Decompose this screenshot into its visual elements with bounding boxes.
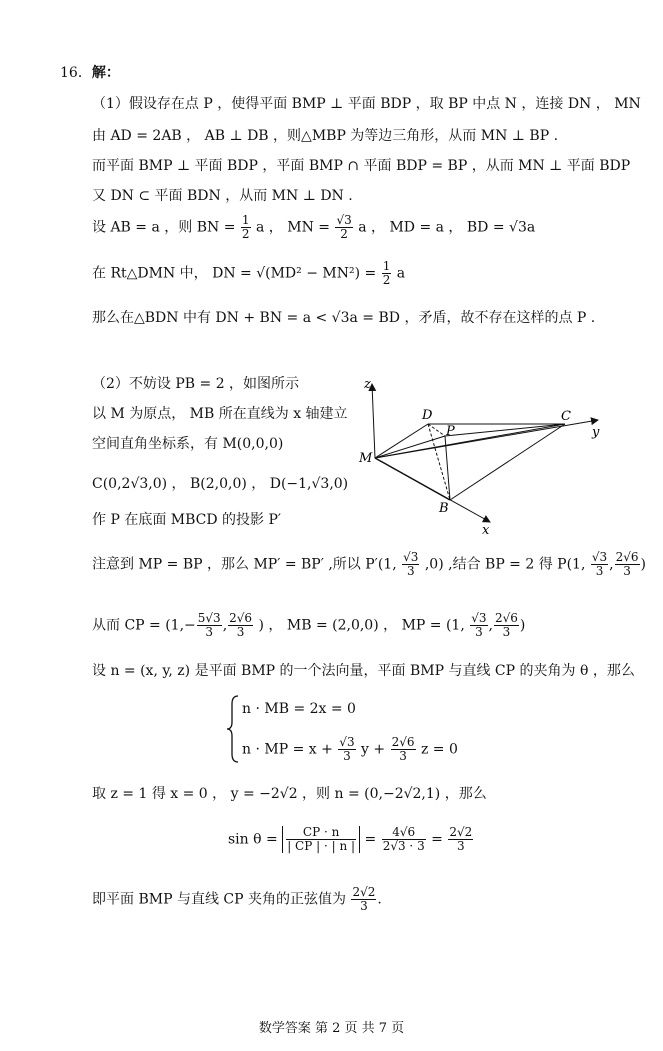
fraction-den: 3	[456, 839, 465, 854]
part1-line2: 由 AD = 2AB ， AB ⊥ DB ，则△MBP 为等边三角形，从而 MN ⊥ BP .	[92, 128, 559, 144]
edge-pc	[445, 424, 565, 436]
part1-line5-c: a ， MD = a ， BD = √3a	[358, 219, 536, 236]
fraction-2root6-over-3	[228, 612, 253, 639]
coordinate-figure	[350, 370, 610, 535]
fraction-num: 2√2	[449, 825, 473, 839]
part2-line4: C(0,2√3,0) ， B(2,0,0) ， D(−1,√3,0)	[92, 476, 349, 492]
part2-line7-a: 从而 CP = (1,−	[92, 617, 196, 634]
fraction-num: √3	[336, 213, 352, 227]
fraction-den: 3	[399, 749, 407, 764]
fraction-root3-over-3	[470, 612, 487, 639]
equation-2-b: y +	[361, 741, 386, 758]
part2-line5: 作 P 在底面 MBCD 的投影 P′	[92, 512, 282, 528]
equation-2-a: n · MP = x +	[242, 741, 333, 758]
fraction-num: 4√6	[382, 826, 426, 840]
fraction-num: 5√3	[197, 611, 221, 625]
z-axis	[372, 384, 375, 458]
fraction-root3-over-3	[402, 551, 419, 578]
label-b: B	[439, 501, 449, 516]
fraction-den: 3	[236, 625, 245, 640]
final-answer-text: 即平面 BMP 与直线 CP 夹角的正弦值为	[92, 891, 346, 908]
fraction-2root6-over-3	[494, 612, 519, 639]
label-d: D	[422, 408, 433, 423]
part2-line1: （2）不妨设 PB = 2 ，如图所示	[92, 376, 300, 392]
part1-line3: 而平面 BMP ⊥ 平面 BDP ，平面 BMP ∩ 平面 BDP = BP ，从而 MN ⊥ 平面 BDP	[92, 158, 631, 174]
equation-2	[242, 736, 458, 763]
fraction-den: 3	[360, 899, 368, 914]
page-footer: 数学答案 第 2 页 共 7 页	[258, 1021, 405, 1036]
fraction-den: 3	[475, 625, 483, 640]
part2-line6-b: ,0) ,结合 BP = 2 得 P(1,	[424, 556, 586, 573]
part2-line6: 注意到 MP = BP ，那么 MP′ = BP′ ,所以 P′(1, $\frac{√3}{3}$ ,0) ,结合 BP = 2 得 P(1, $\frac{√3}{3}$ , $\frac{2√6}{3}$ )	[92, 550, 646, 579]
fraction-den: 2√3 · 3	[382, 839, 425, 854]
edge-mc	[375, 424, 565, 458]
sin-main-fraction	[286, 826, 356, 853]
fraction-root3-over-2	[335, 214, 352, 241]
sin-formula	[228, 826, 474, 853]
fraction-num: √3	[471, 611, 487, 625]
fraction-5root3-over-3	[197, 612, 222, 639]
fraction-num: 2√2	[352, 885, 376, 899]
fraction-den: 3	[205, 625, 214, 640]
left-brace	[226, 694, 240, 764]
equation-2-c: z = 0	[420, 741, 458, 758]
part2-line6-c: )	[640, 556, 646, 573]
label-c: C	[561, 409, 571, 424]
part1-line6-a: 在 Rt△DMN 中， DN = √(MD² − MN²) =	[92, 265, 377, 282]
fraction-num: 2√6	[391, 735, 415, 749]
part1-line6-b: a	[396, 265, 406, 282]
sin-abs	[282, 826, 360, 853]
fraction-den: 3	[595, 564, 604, 579]
fraction-den: 3	[406, 564, 415, 579]
fraction-2root6-over-3	[615, 551, 640, 578]
label-m: M	[359, 451, 373, 466]
fraction-den: 3	[343, 749, 351, 764]
part2-line7-b: ) ， MB = (2,0,0) ， MP = (1,	[258, 617, 465, 634]
fraction-half	[241, 214, 251, 241]
solution-heading: 解：	[91, 65, 120, 81]
fraction-num: 2√6	[615, 550, 639, 564]
problem-number: 16．	[60, 65, 92, 81]
fraction-num: √3	[591, 550, 608, 564]
sin-eq-1: =	[364, 831, 377, 848]
final-answer	[92, 886, 382, 913]
part2-line7: 从而 CP = (1,− $\frac{5√3}{3}$ , $\frac{2√6}{3}$ ) ， MB = (2,0,0) ， MP = (1, $\frac{√3}{3}$ , $\frac{2√6}{3}$ )	[92, 611, 526, 640]
fraction-num: 2√6	[229, 611, 253, 625]
label-y: y	[592, 425, 600, 440]
part1-line7: 那么在△BDN 中有 DN + BN = a < √3a = BD ，矛盾，故不存在这样的点 P .	[92, 310, 596, 326]
sin-label: sin θ =	[228, 831, 278, 848]
fraction-num: √3	[403, 550, 419, 564]
label-p: P	[446, 424, 455, 439]
sin-eq-2: =	[431, 831, 443, 848]
part2-line8: 设 n = (x, y, z) 是平面 BMP 的一个法向量，平面 BMP 与直线 CP 的夹角为 θ ，那么	[92, 663, 635, 679]
fraction-den: 2	[340, 227, 348, 242]
part1-line4: 又 DN ⊂ 平面 BDN ，从而 MN ⊥ DN .	[92, 188, 353, 204]
problem-header	[60, 66, 120, 80]
part1-line5-b: a ， MN =	[256, 219, 331, 236]
fraction-num: √3	[339, 735, 355, 749]
final-answer-period: .	[377, 891, 382, 908]
edge-mb	[375, 458, 450, 500]
fraction-root3-over-3	[591, 551, 608, 578]
fraction-den: 3	[623, 564, 631, 579]
fraction-2root2-over-3	[351, 886, 376, 913]
fraction-2root6-over-3	[391, 736, 416, 763]
fraction-den: 2	[241, 227, 250, 242]
part2-line6-a: 注意到 MP = BP ，那么 MP′ = BP′ ,所以 P′(1,	[92, 556, 397, 573]
fraction-num: 2√6	[494, 611, 518, 625]
part1-line5	[92, 214, 535, 241]
part1-line6	[92, 260, 405, 287]
part2-line2: 以 M 为原点， MB 所在直线为 x 轴建立	[92, 406, 348, 422]
fraction-root3-over-3	[338, 736, 355, 763]
label-x: x	[482, 523, 490, 535]
fraction-den: | CP | · | n |	[287, 839, 356, 854]
fraction-den: 3	[502, 625, 511, 640]
label-z: z	[364, 377, 371, 392]
fraction-den: 2	[382, 273, 391, 288]
part2-line7-c: )	[519, 617, 526, 634]
equation-1: n · MB = 2x = 0	[242, 701, 356, 717]
fraction-num: 1	[241, 213, 250, 227]
part2-line3: 空间直角坐标系，有 M(0,0,0)	[92, 436, 284, 452]
part1-line5-a: 设 AB = a ，则 BN =	[92, 219, 236, 236]
fraction-half	[382, 260, 392, 287]
fraction-2root2-over-3	[448, 826, 473, 853]
fraction-num: CP · n	[286, 826, 356, 840]
part2-line9: 取 z = 1 得 x = 0 ， y = −2√2 ，则 n = (0,−2√2,1) ，那么	[92, 786, 487, 802]
part1-line1: （1）假设存在点 P ，使得平面 BMP ⊥ 平面 BDP ，取 BP 中点 N ，连接 DN ， MN	[92, 96, 641, 112]
fraction-sin-mid	[382, 826, 426, 853]
fraction-num: 1	[382, 259, 391, 273]
